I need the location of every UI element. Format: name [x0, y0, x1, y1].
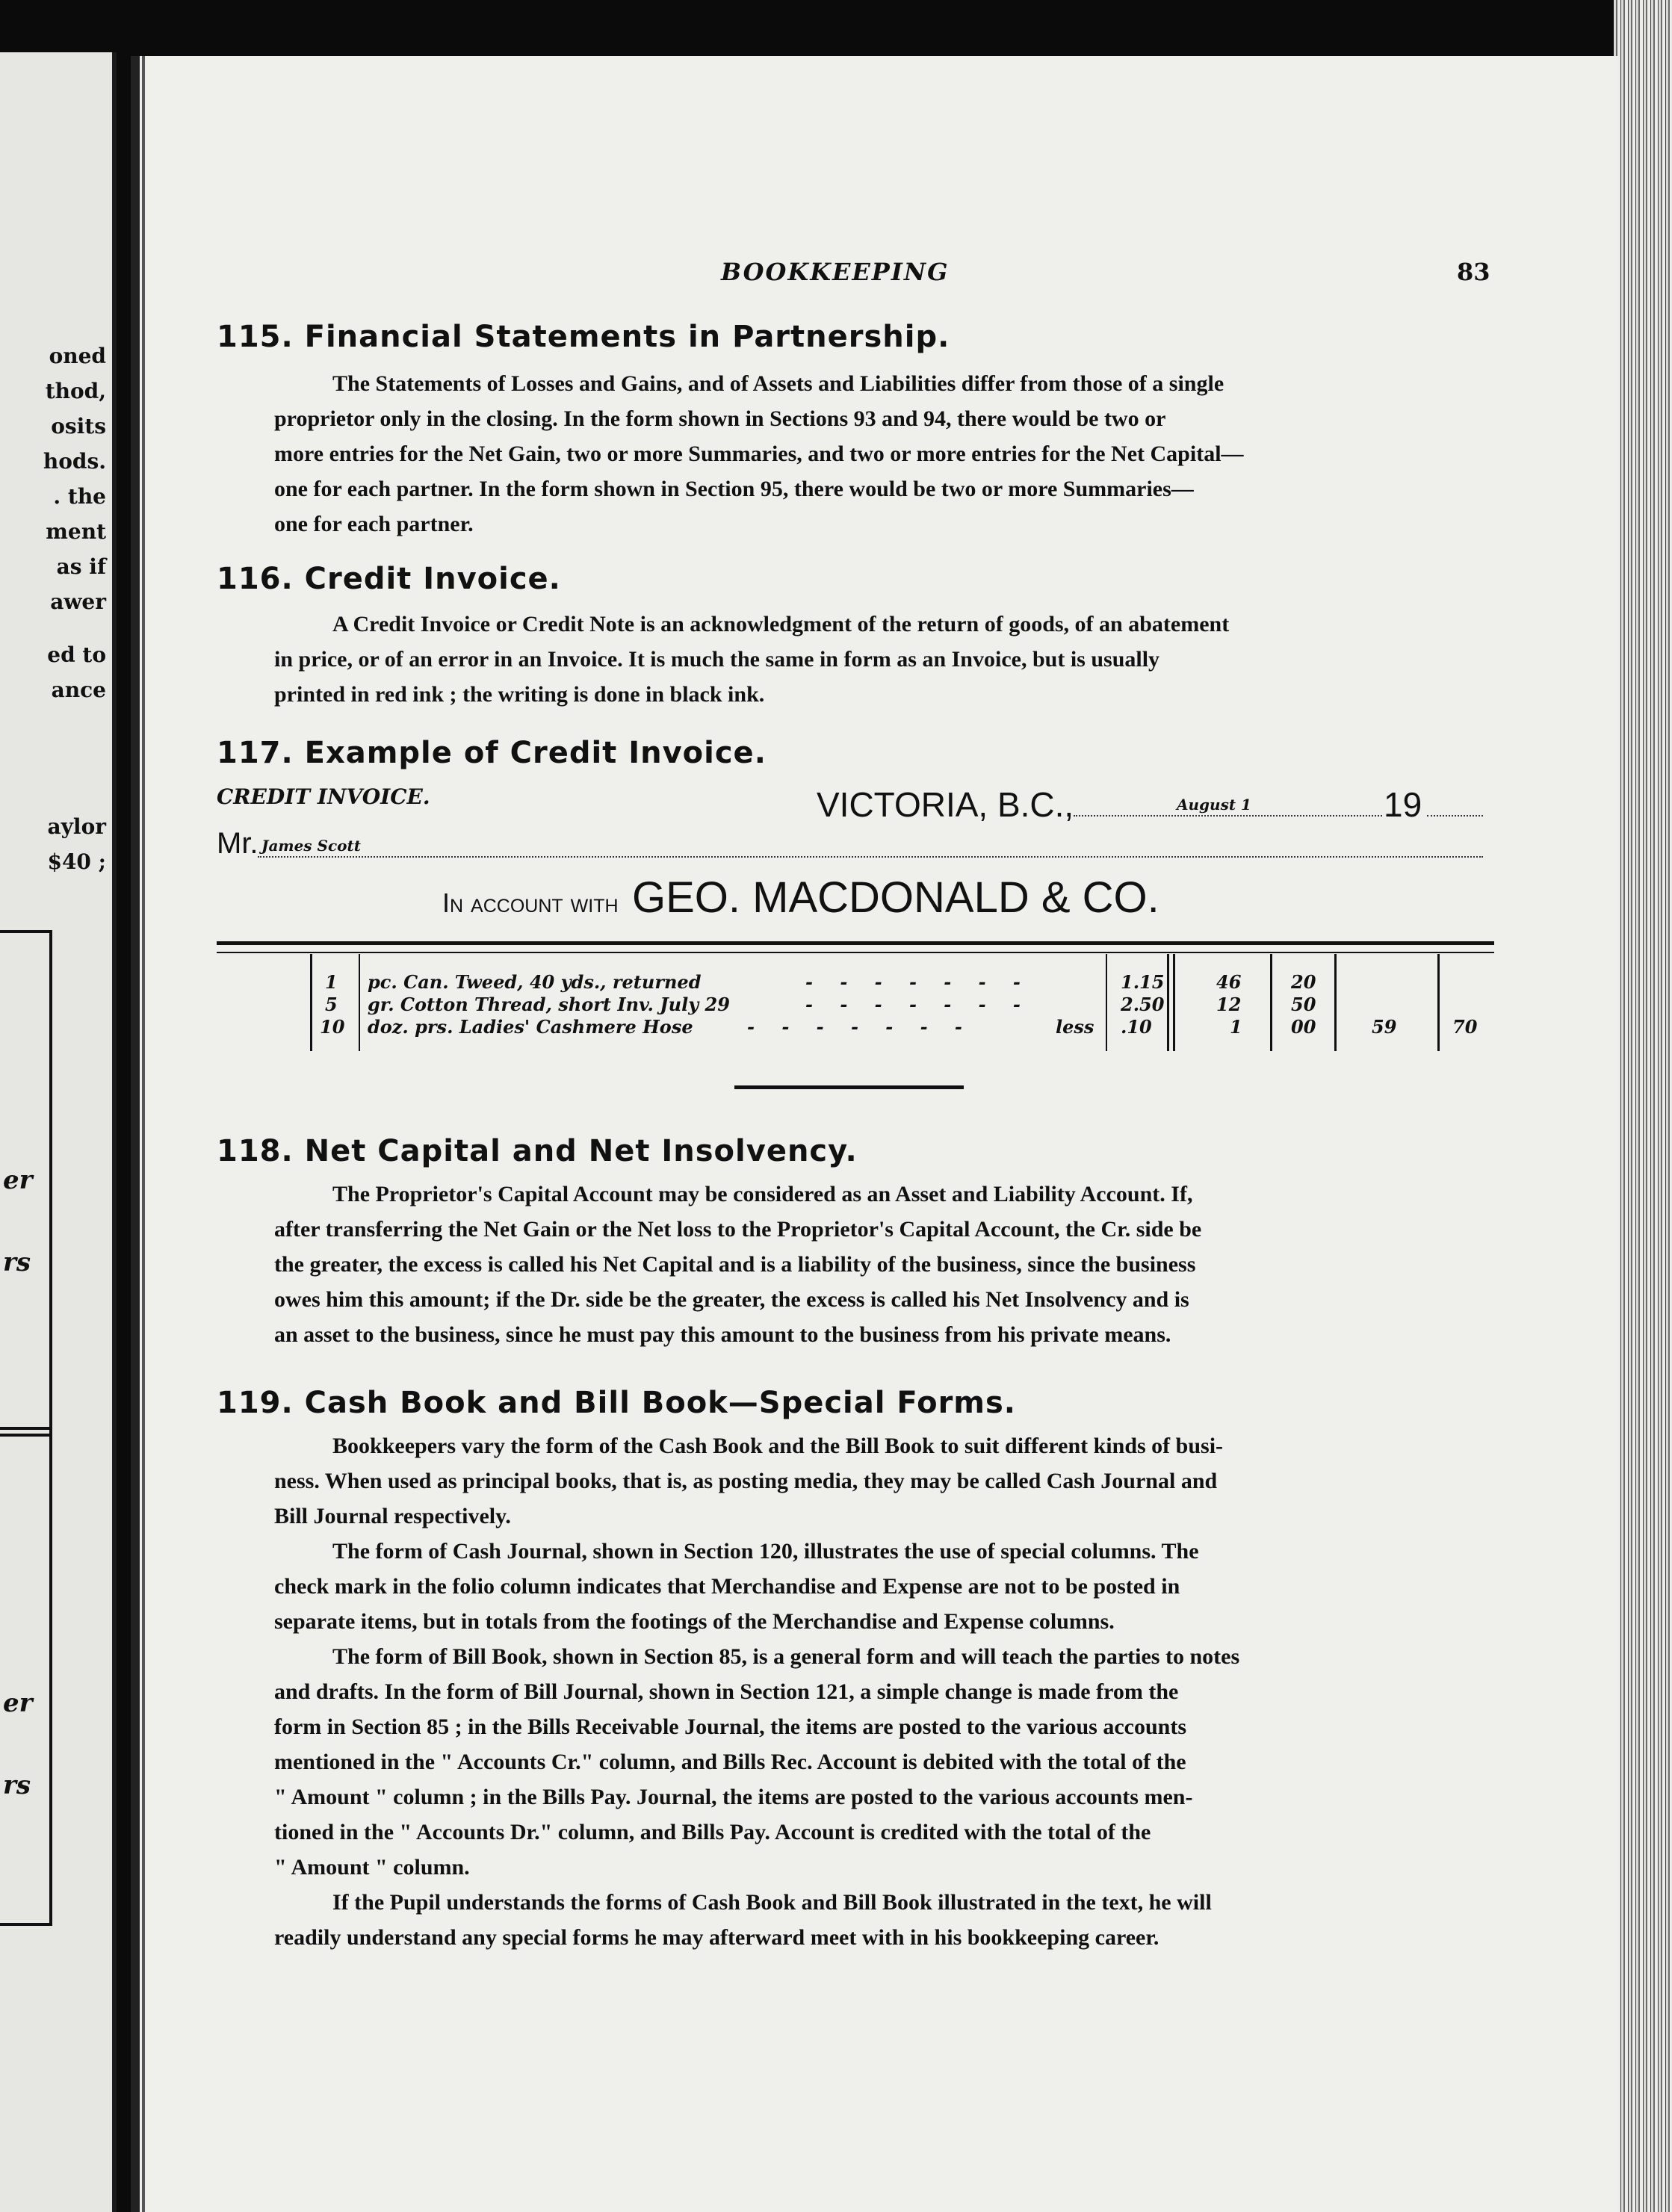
text-line: one for each partner. In the form shown in Section 95, there would be two or more Summaries—: [274, 477, 1194, 501]
text-line: ness. When used as principal books, that is, as posting media, they may be called Cash Journal and: [274, 1469, 1218, 1493]
invoice-year: 19: [1384, 785, 1422, 824]
item-leader: - - - - - - -: [805, 994, 1031, 1015]
item-description: pc. Can. Tweed, 40 yds., returned: [368, 971, 702, 993]
item-less: less: [1056, 1016, 1094, 1038]
text-line: owes him this amount; if the Dr. side be the greater, the excess is called his Net Insolvency and is: [274, 1287, 1189, 1312]
facing-page-box: [0, 1427, 52, 1926]
account-small-caps: In account with: [442, 887, 619, 918]
customer-name: James Scott: [261, 837, 361, 855]
column-rule: [359, 954, 360, 1051]
item-description: doz. prs. Ladies' Cashmere Hose: [368, 1016, 693, 1038]
text-line: readily understand any special forms he may afterward meet with in his bookkeeping career.: [274, 1925, 1159, 1950]
text-line: Bill Journal respectively.: [274, 1504, 511, 1528]
item-amount-dollars: 12: [1216, 994, 1242, 1015]
page-edges: [1614, 0, 1672, 2212]
page-gutter: [131, 56, 140, 2212]
item-leader: - - - - - - -: [805, 971, 1031, 993]
facing-page-text: . the: [53, 484, 106, 509]
text-line: form in Section 85 ; in the Bills Receivable Journal, the items are posted to the various accounts: [274, 1714, 1187, 1739]
text-line: after transferring the Net Gain or the Net loss to the Proprietor's Capital Account, the Cr. side be: [274, 1217, 1202, 1242]
item-rate: 1.15: [1121, 971, 1165, 993]
facing-page-text: aylor: [47, 814, 106, 839]
customer-line: [258, 856, 1483, 858]
item-qty: 5: [325, 994, 338, 1015]
item-amount-cents: 20: [1291, 971, 1316, 993]
text-line: The Statements of Losses and Gains, and of Assets and Liabilities differ from those of a single: [332, 371, 1224, 396]
column-rule: [1270, 954, 1272, 1051]
text-line: " Amount " column ; in the Bills Pay. Journal, the items are posted to the various accounts men-: [274, 1785, 1193, 1809]
facing-page-text: oned: [49, 344, 106, 368]
facing-page: [0, 52, 117, 2212]
facing-page-text: $40 ;: [47, 849, 106, 874]
facing-page-text: ance: [51, 678, 106, 702]
text-line: mentioned in the " Accounts Cr." column, and Bills Rec. Account is debited with the total of the: [274, 1750, 1186, 1774]
total-cents: 70: [1452, 1016, 1478, 1038]
facing-page-text: ed to: [47, 642, 106, 667]
column-rule: [310, 954, 312, 1051]
text-line: The form of Bill Book, shown in Section 85, is a general form and will teach the parties to notes: [332, 1644, 1240, 1669]
facing-page-text: er: [3, 1165, 33, 1195]
text-line: more entries for the Net Gain, two or more Summaries, and two or more entries for the Net Capital—: [274, 442, 1244, 466]
facing-page-text: rs: [3, 1248, 31, 1277]
text-line: If the Pupil understands the forms of Cash Book and Bill Book illustrated in the text, he will: [332, 1890, 1212, 1915]
account-company: GEO. MACDONALD & CO.: [632, 873, 1159, 922]
invoice-date: August 1: [1177, 796, 1251, 814]
account-line: [442, 873, 1159, 923]
invoice-city: VICTORIA, B.C.,: [817, 785, 1074, 824]
section-116-heading: 116. Credit Invoice.: [217, 562, 561, 596]
invoice-top-rule-thin: [217, 952, 1494, 953]
section-115-text: [274, 366, 1490, 401]
facing-page-text: osits: [51, 414, 106, 439]
facing-page-text: er: [3, 1688, 33, 1718]
text-line: in price, or of an error in an Invoice. It is much the same in form as an Invoice, but is usually: [274, 647, 1160, 672]
item-amount-cents: 50: [1291, 994, 1316, 1015]
text-line: A Credit Invoice or Credit Note is an acknowledgment of the return of goods, of an abatement: [332, 612, 1230, 636]
text-line: The form of Cash Journal, shown in Section 120, illustrates the use of special columns. The: [332, 1539, 1199, 1564]
facing-page-text: awer: [50, 589, 106, 614]
column-rule: [1173, 954, 1175, 1051]
facing-page-text: hods.: [43, 449, 106, 474]
item-qty: 1: [325, 971, 338, 993]
item-rate: 2.50: [1121, 994, 1165, 1015]
text-line: proprietor only in the closing. In the form shown in Sections 93 and 94, there would be two or: [274, 406, 1166, 431]
text-line: an asset to the business, since he must pay this amount to the business from his private means.: [274, 1322, 1171, 1347]
item-amount-dollars: 1: [1230, 1016, 1242, 1038]
text-line: one for each partner.: [274, 512, 474, 536]
column-rule: [1334, 954, 1337, 1051]
column-rule: [1167, 954, 1169, 1051]
text-line: " Amount " column.: [274, 1855, 470, 1880]
item-amount-cents: 00: [1291, 1016, 1316, 1038]
text-line: separate items, but in totals from the footings of the Merchandise and Expense columns.: [274, 1609, 1115, 1634]
column-rule: [1106, 954, 1107, 1051]
section-119-heading: 119. Cash Book and Bill Book—Special Forms.: [217, 1386, 1016, 1420]
credit-invoice-label: CREDIT INVOICE.: [217, 784, 430, 809]
invoice-top-rule: [217, 941, 1494, 945]
total-dollars: 59: [1372, 1016, 1397, 1038]
facing-page-text: ment: [46, 519, 106, 544]
text-line: the greater, the excess is called his Net Capital and is a liability of the business, since the business: [274, 1252, 1196, 1277]
item-amount-dollars: 46: [1216, 971, 1242, 993]
section-115-heading: 115. Financial Statements in Partnership.: [217, 320, 950, 354]
column-rule: [1437, 954, 1440, 1051]
facing-page-text: rs: [3, 1770, 31, 1800]
text-line: The Proprietor's Capital Account may be considered as an Asset and Liability Account. If,: [332, 1182, 1193, 1206]
year-line: [1427, 815, 1483, 817]
page-gutter-line: [142, 56, 145, 2212]
item-leader: - - - - - - -: [747, 1016, 973, 1038]
section-118-heading: 118. Net Capital and Net Insolvency.: [217, 1134, 858, 1168]
facing-page-text: thod,: [45, 379, 106, 403]
facing-page-text: as if: [56, 554, 106, 579]
running-head: BOOKKEEPING: [721, 258, 950, 286]
text-line: printed in red ink ; the writing is done in black ink.: [274, 682, 765, 707]
item-description: gr. Cotton Thread, short Inv. July 29: [368, 994, 730, 1015]
date-line: [1074, 815, 1382, 817]
text-line: and drafts. In the form of Bill Journal, shown in Section 121, a simple change is made from the: [274, 1679, 1179, 1704]
item-rate: .10: [1121, 1016, 1152, 1038]
item-qty: 10: [320, 1016, 345, 1038]
page-number: 83: [1457, 258, 1490, 286]
section-117-heading: 117. Example of Credit Invoice.: [217, 736, 767, 770]
text-line: tioned in the " Accounts Dr." column, and Bills Pay. Account is credited with the total of the: [274, 1820, 1151, 1844]
text-line: Bookkeepers vary the form of the Cash Book and the Bill Book to suit different kinds of busi-: [332, 1434, 1224, 1458]
text-line: check mark in the folio column indicates that Merchandise and Expense are not to be posted in: [274, 1574, 1180, 1599]
invoice-end-rule: [734, 1085, 964, 1089]
mr-label: Mr.: [217, 827, 258, 860]
